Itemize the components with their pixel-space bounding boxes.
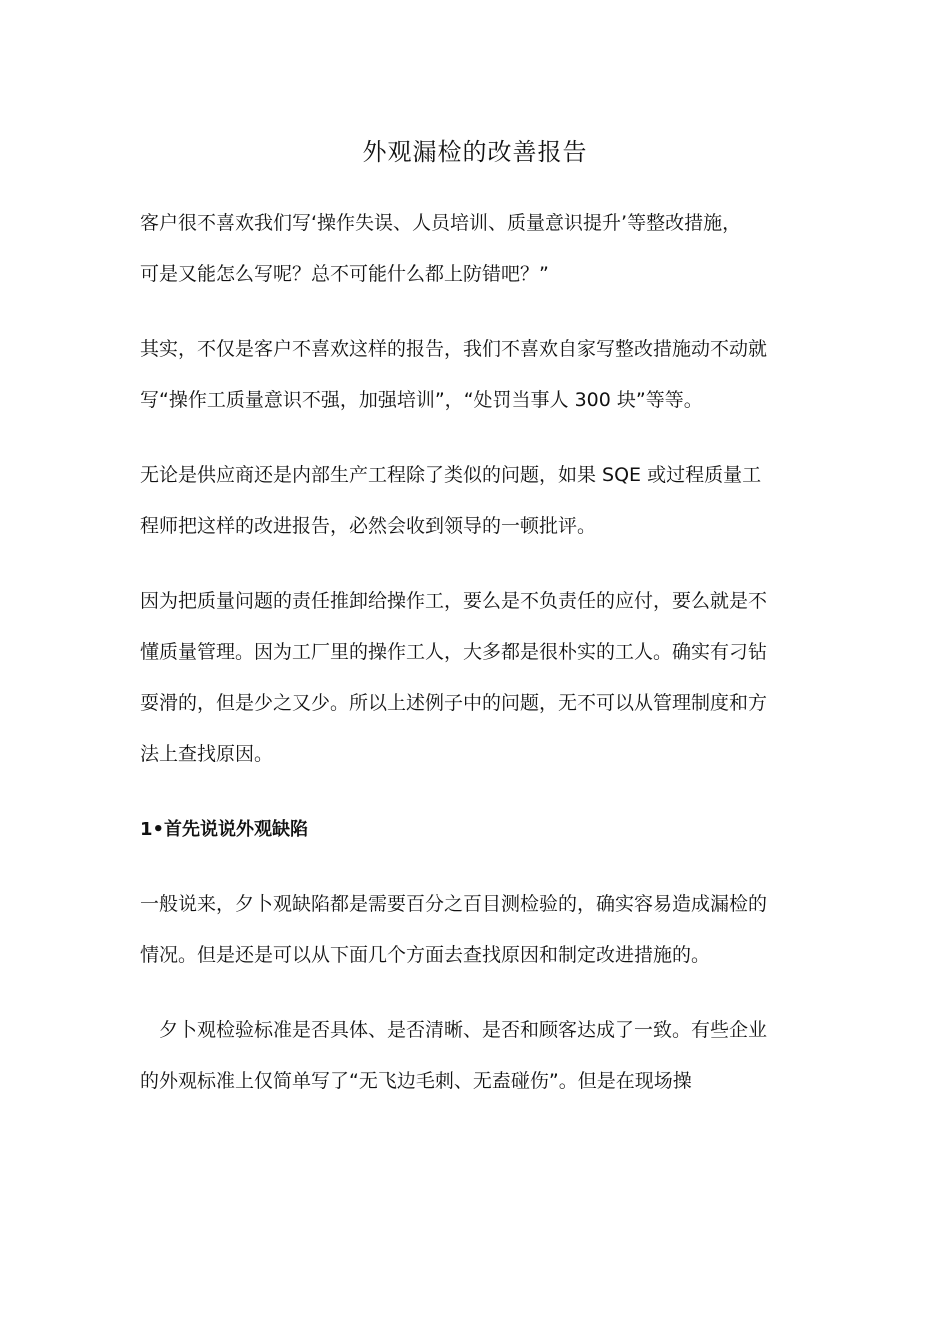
paragraph-our-dislike [140, 324, 810, 426]
text-line: 夕卜观检验标准是否具体、是否清晰、是否和顾客达成了一致。有些企业 [140, 1019, 768, 1041]
paragraph-appearance-inspection [140, 879, 810, 981]
text-line: 的外观标准上仅简单写了“无飞边毛刺、无盍碰伤”。但是在现场操 [140, 1070, 692, 1092]
section-heading: 1•首先说说外观缺陷 [140, 819, 309, 840]
text-line: 其实，不仅是客户不喜欢这样的报告，我们不喜欢自家写整改措施动不动就 [140, 338, 768, 360]
text-line: 写“操作工质量意识不强，加强培训”，“处罚当事人 300 块”等等。 [140, 389, 703, 411]
paragraph-sqe-criticism [140, 450, 810, 552]
document-body [140, 130, 810, 1131]
text-line: 法上查找原因。 [140, 743, 274, 765]
document-title: 外观漏检的改善报告 [362, 138, 588, 166]
text-line: 情况。但是还是可以从下面几个方面去查找原因和制定改进措施的。 [140, 944, 711, 966]
text-line: 无论是供应商还是内部生产工程除了类似的问题，如果 SQE 或过程质量工 [140, 464, 762, 486]
text-line: 懂质量管理。因为工厂里的操作工人，大多都是很朴实的工人。确实有刁钻 [140, 641, 768, 663]
text-line: 客户很不喜欢我们写‘操作失误、人员培训、质量意识提升’等整改措施， [140, 212, 742, 234]
text-line: 可是又能怎么写呢？总不可能什么都上防错吧？” [140, 263, 549, 285]
text-line: 一般说来，夕卜观缺陷都是需要百分之百目测检验的，确实容易造成漏检的 [140, 893, 768, 915]
paragraph-management-cause [140, 576, 810, 780]
text-line: 程师把这样的改进报告，必然会收到领导的一顿批评。 [140, 515, 597, 537]
paragraph-customer-complaint [140, 198, 810, 300]
paragraph-appearance-standard [140, 1005, 810, 1107]
text-line: 耍滑的，但是少之又少。所以上述例子中的问题，无不可以从管理制度和方 [140, 692, 768, 714]
text-line: 因为把质量问题的责任推卸给操作工，要么是不负责任的应付，要么就是不 [140, 590, 768, 612]
